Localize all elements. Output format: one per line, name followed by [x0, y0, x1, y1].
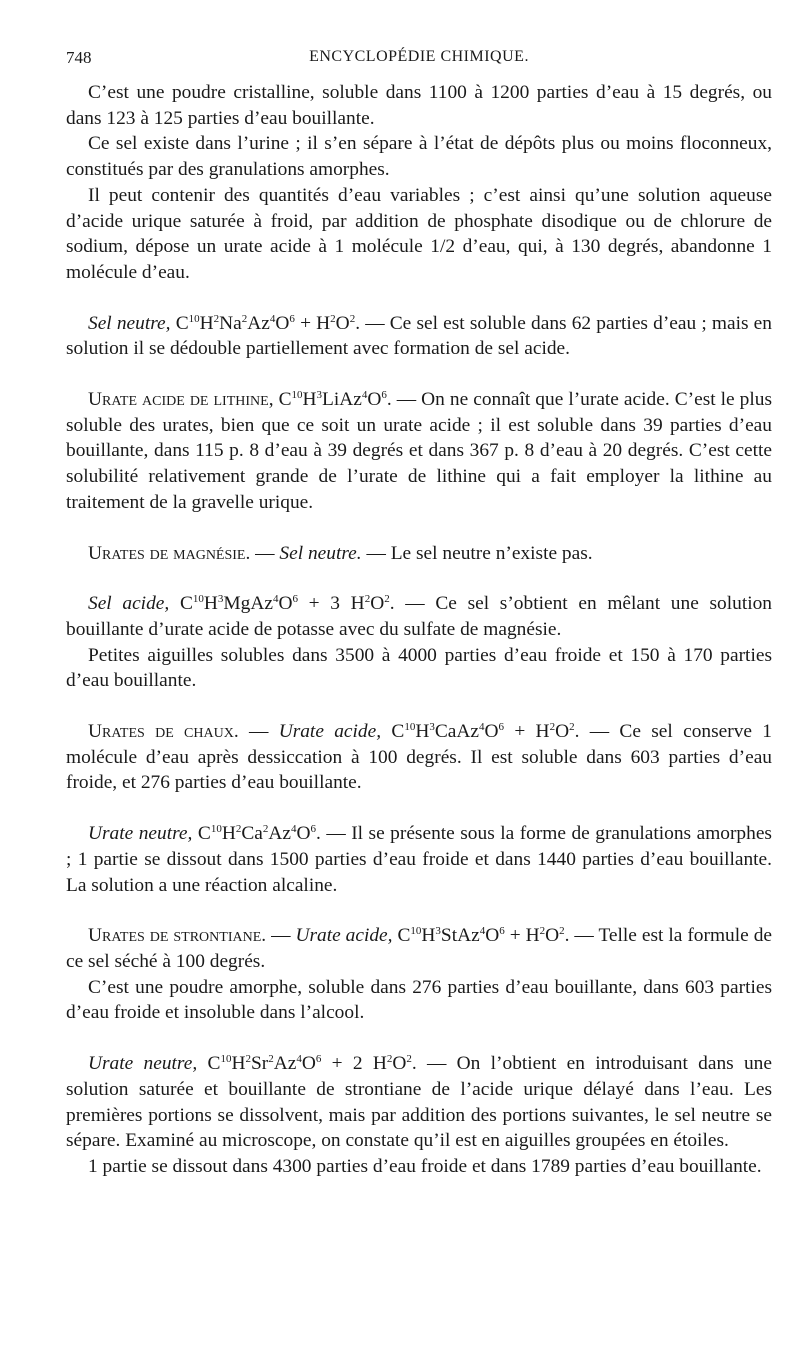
paragraph-dissolution-strontiane [66, 1154, 772, 1180]
page-header [66, 48, 772, 72]
paragraph-urate-neutre-chaux [66, 821, 772, 898]
chemical-formula: $C^{10}H^3LiAz^4O^6$ [278, 389, 387, 411]
section-heading: Urates de magnésie. [88, 542, 251, 564]
paragraph-urates-magnesie: Urates de magnésie. — Sel neutre. — Le sel neutre n’existe pas. [88, 542, 593, 564]
paragraph-text: 1 partie se dissout dans 4300 parties d’eau froide et dans 1789 parties d’eau bouillante. [88, 1155, 762, 1177]
paragraph-text: . — Ce sel conserve 1 molécule d’eau après dessiccation à 100 degrés. Il est soluble dans 603 parties d’eau froide, et 276 parties d’eau bouillante. [66, 721, 772, 794]
paragraph-aiguilles-solubles [66, 643, 772, 694]
paragraph-text: . — On l’obtient en introduisant dans une solution saturée et bouillante de strontiane de l’acide urique délayé dans l’eau. Les premières portions se dissolvent, mais par addition des portions suivantes, le sel neutre se sépare. Examiné au microscope, on constate qu’il est en aiguilles groupées en étoiles. [66, 1053, 772, 1152]
italic-lead: Urate acide, [278, 721, 382, 743]
paragraph-text: . — On ne connaît que l’urate acide. C’est le plus soluble des urates, bien que ce soit un urate acide ; il est soluble dans 39 parties d’eau bouillante, dans 115 p. 8 d’eau à 39 degrés et dans 367 p. 8 d’eau à 20 degrés. C’est cette solubilité relativement grande de l’urate de lithine qui a fait employer la lithine au traitement de la gravelle urique. [66, 389, 772, 513]
paragraph-text: C’est une poudre cristalline, soluble dans 1100 à 1200 parties d’eau à 15 degrés, ou dans 123 à 125 parties d’eau bouillante. [66, 82, 772, 129]
italic-lead: Urate acide, [295, 925, 393, 947]
paragraph-water-content [66, 183, 772, 286]
section-heading: Urate acide de lithine, [88, 389, 274, 411]
chemical-formula: $C^{10}H^2Sr^2Az^4O^6 + 2$ $H^2O^2$ [207, 1053, 412, 1075]
paragraph-poudre-amorphe [66, 975, 772, 1026]
paragraph-text: . — Ce sel est soluble dans 62 parties d’eau ; mais en solution il se dédouble partiellement avec formation de sel acide. [66, 312, 772, 360]
section-heading: Urates de chaux. [88, 721, 239, 743]
paragraph-sel-acide-magnesie [66, 591, 772, 642]
section-heading: Urates de strontiane. [88, 925, 267, 947]
italic-lead: Sel acide, [88, 593, 170, 615]
running-title: ENCYCLOPÉDIE CHIMIQUE. [309, 48, 529, 65]
italic-lead: Urate neutre, [88, 823, 193, 845]
paragraph-urate-lithine [66, 387, 772, 516]
page-number: 748 [66, 48, 92, 67]
page-body [66, 80, 772, 1180]
paragraph-sel-neutre [66, 311, 772, 362]
chemical-formula: $C^{10}H^2Na^2Az^4O^6 + H^2O^2$ [175, 312, 356, 334]
paragraph-text: . — Ce sel s’obtient en mêlant une solution bouillante d’urate acide de potasse avec du sulfate de magnésie. [66, 593, 772, 640]
paragraph-urine-deposits [66, 131, 772, 182]
chemical-formula: $C^{10}H^3StAz^4O^6 + H^2O^2$ [397, 925, 565, 947]
paragraph-text: . — Il se présente sous la forme de granulations amorphes ; 1 partie se dissout dans 1500 parties d’eau froide et dans 1440 parties d’eau bouillante. La solution a une réaction alcaline. [66, 823, 772, 896]
chemical-formula: $C^{10}H^2Ca^2Az^4O^6$ [197, 823, 317, 845]
italic-lead: Urate neutre, [88, 1053, 198, 1075]
paragraph-text: Petites aiguilles solubles dans 3500 à 4000 parties d’eau froide et 150 à 170 parties d’eau bouillante. [66, 644, 772, 692]
chemical-formula: $C^{10}H^3MgAz^4O^6 + 3$ $H^2O^2$ [179, 593, 390, 615]
paragraph-urate-neutre-strontiane [66, 1051, 772, 1154]
paragraph-text: . — Telle est la formule de ce sel séché à 100 degrés. [66, 925, 772, 972]
paragraph-text: C’est une poudre amorphe, soluble dans 276 parties d’eau bouillante, dans 603 parties d’eau froide et insoluble dans l’alcool. [66, 976, 772, 1024]
italic-lead: Sel neutre, [88, 312, 171, 334]
paragraph-urates-strontiane: Urates de strontiane. — Urate acide, $C^{10}H^3StAz^4O^6 + H^2O^2$. — Telle est la formule de ce sel séché à 100 degrés. [66, 925, 772, 972]
paragraph-text: — Le sel neutre n’existe pas. [361, 542, 593, 564]
paragraph-text: Il peut contenir des quantités d’eau variables ; c’est ainsi qu’une solution aqueuse d’acide urique saturée à froid, par addition de phosphate disodique ou de chlorure de sodium, dépose un urate acide à 1 molécule 1/2 d’eau, qui, à 130 degrés, abandonne 1 molécule d’eau. [66, 184, 772, 283]
italic-lead: Sel neutre. [279, 542, 362, 564]
paragraph-urate-description [66, 80, 772, 131]
paragraph-text: Ce sel existe dans l’urine ; il s’en sépare à l’état de dépôts plus ou moins floconneux, constitués par des granulations amorphes. [66, 133, 772, 181]
paragraph-urates-chaux: Urates de chaux. — Urate acide, $C^{10}H^3CaAz^4O^6 + H^2O^2$. — Ce sel conserve 1 molécule d’eau après dessiccation à 100 degrés. Il est soluble dans 603 parties d’eau froide, et 276 parties d’eau bouillante. [66, 721, 772, 794]
chemical-formula: $C^{10}H^3CaAz^4O^6 + H^2O^2$ [391, 721, 575, 743]
